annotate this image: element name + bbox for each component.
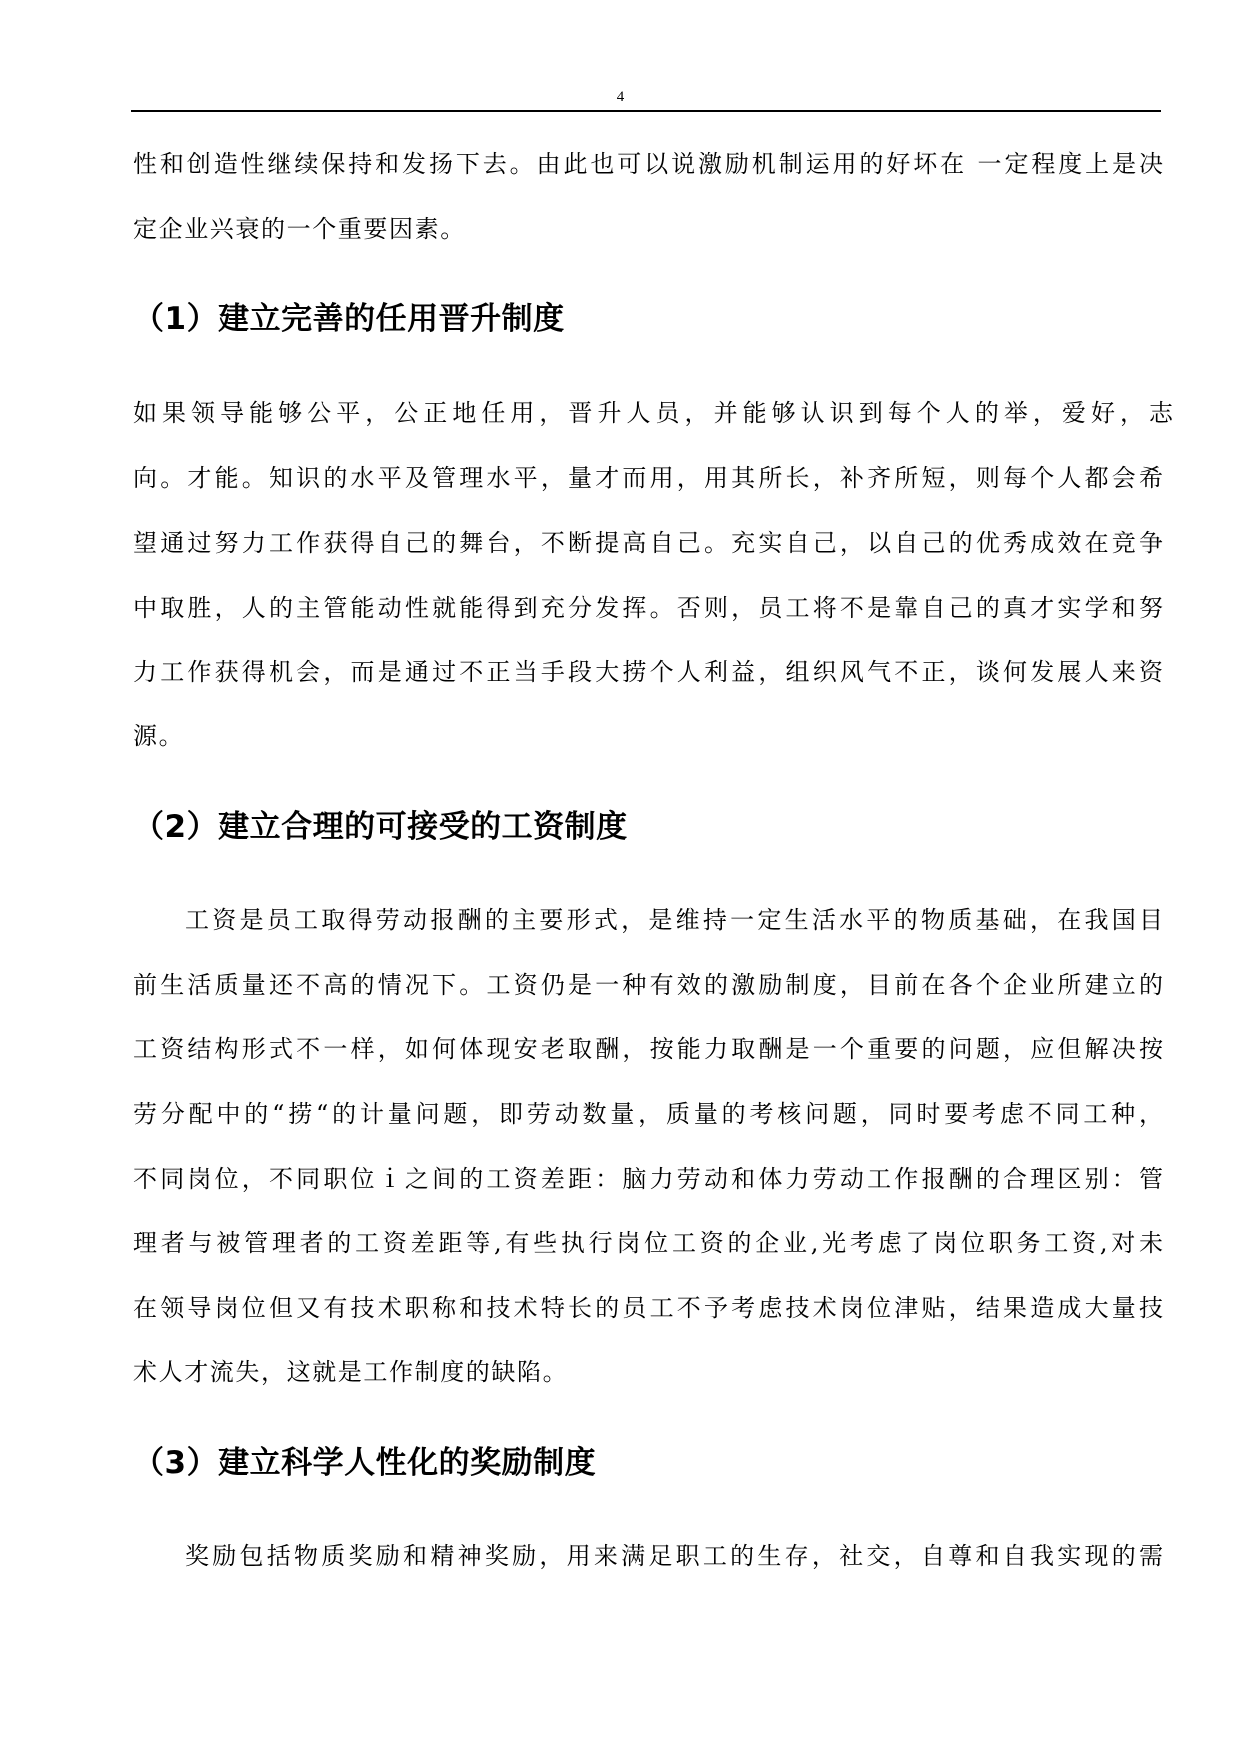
text-line: 望通过努力工作获得自己的舞台，不断提高自己。充实自己，以自己的优秀成效在竞争: [133, 529, 1163, 557]
section-heading: （3）建立科学人性化的奖励制度: [133, 1445, 597, 1481]
text-line: 劳分配中的“捞“的计量问题，即劳动数量，质量的考核问题，同时要考虑不同工种，: [133, 1100, 1163, 1128]
text-line: 定企业兴衰的一个重要因素。: [133, 215, 466, 243]
text-line: 如果领导能够公平，公正地任用，晋升人员，并能够认识到每个人的举，爱好，志: [133, 399, 1173, 427]
text-line: 不同岗位，不同职位ｉ之间的工资差距：脑力劳动和体力劳动工作报酬的合理区别：管: [133, 1165, 1163, 1193]
text-line: 奖励包括物质奖励和精神奖励，用来满足职工的生存，社交，自尊和自我实现的需: [185, 1542, 1163, 1570]
text-line: 性和创造性继续保持和发扬下去。由此也可以说激励机制运用的好坏在 一定程度上是决: [133, 150, 1163, 178]
text-line: 术人才流失，这就是工作制度的缺陷。: [133, 1358, 569, 1386]
text-line: 向。才能。知识的水平及管理水平，量才而用，用其所长，补齐所短，则每个人都会希: [133, 464, 1163, 492]
section-heading: （1）建立完善的任用晋升制度: [133, 301, 565, 337]
text-line: 前生活质量还不高的情况下。工资仍是一种有效的激励制度，目前在各个企业所建立的: [133, 971, 1163, 999]
text-line: 源。: [133, 722, 185, 750]
section-heading: （2）建立合理的可接受的工资制度: [133, 809, 628, 845]
text-line: 理者与被管理者的工资差距等,有些执行岗位工资的企业,光考虑了岗位职务工资,对未: [133, 1229, 1163, 1257]
text-line: 工资是员工取得劳动报酬的主要形式，是维持一定生活水平的物质基础，在我国目: [185, 906, 1163, 934]
page-number: 4: [616, 89, 625, 105]
header-rule: [131, 110, 1161, 112]
text-line: 中取胜，人的主管能动性就能得到充分发挥。否则，员工将不是靠自己的真才实学和努: [133, 594, 1163, 622]
text-line: 在领导岗位但又有技术职称和技术特长的员工不予考虑技术岗位津贴，结果造成大量技: [133, 1294, 1163, 1322]
text-line: 工资结构形式不一样，如何体现安老取酬，按能力取酬是一个重要的问题，应但解决按: [133, 1035, 1163, 1063]
text-line: 力工作获得机会，而是通过不正当手段大捞个人利益，组织风气不正，谈何发展人来资: [133, 658, 1163, 686]
